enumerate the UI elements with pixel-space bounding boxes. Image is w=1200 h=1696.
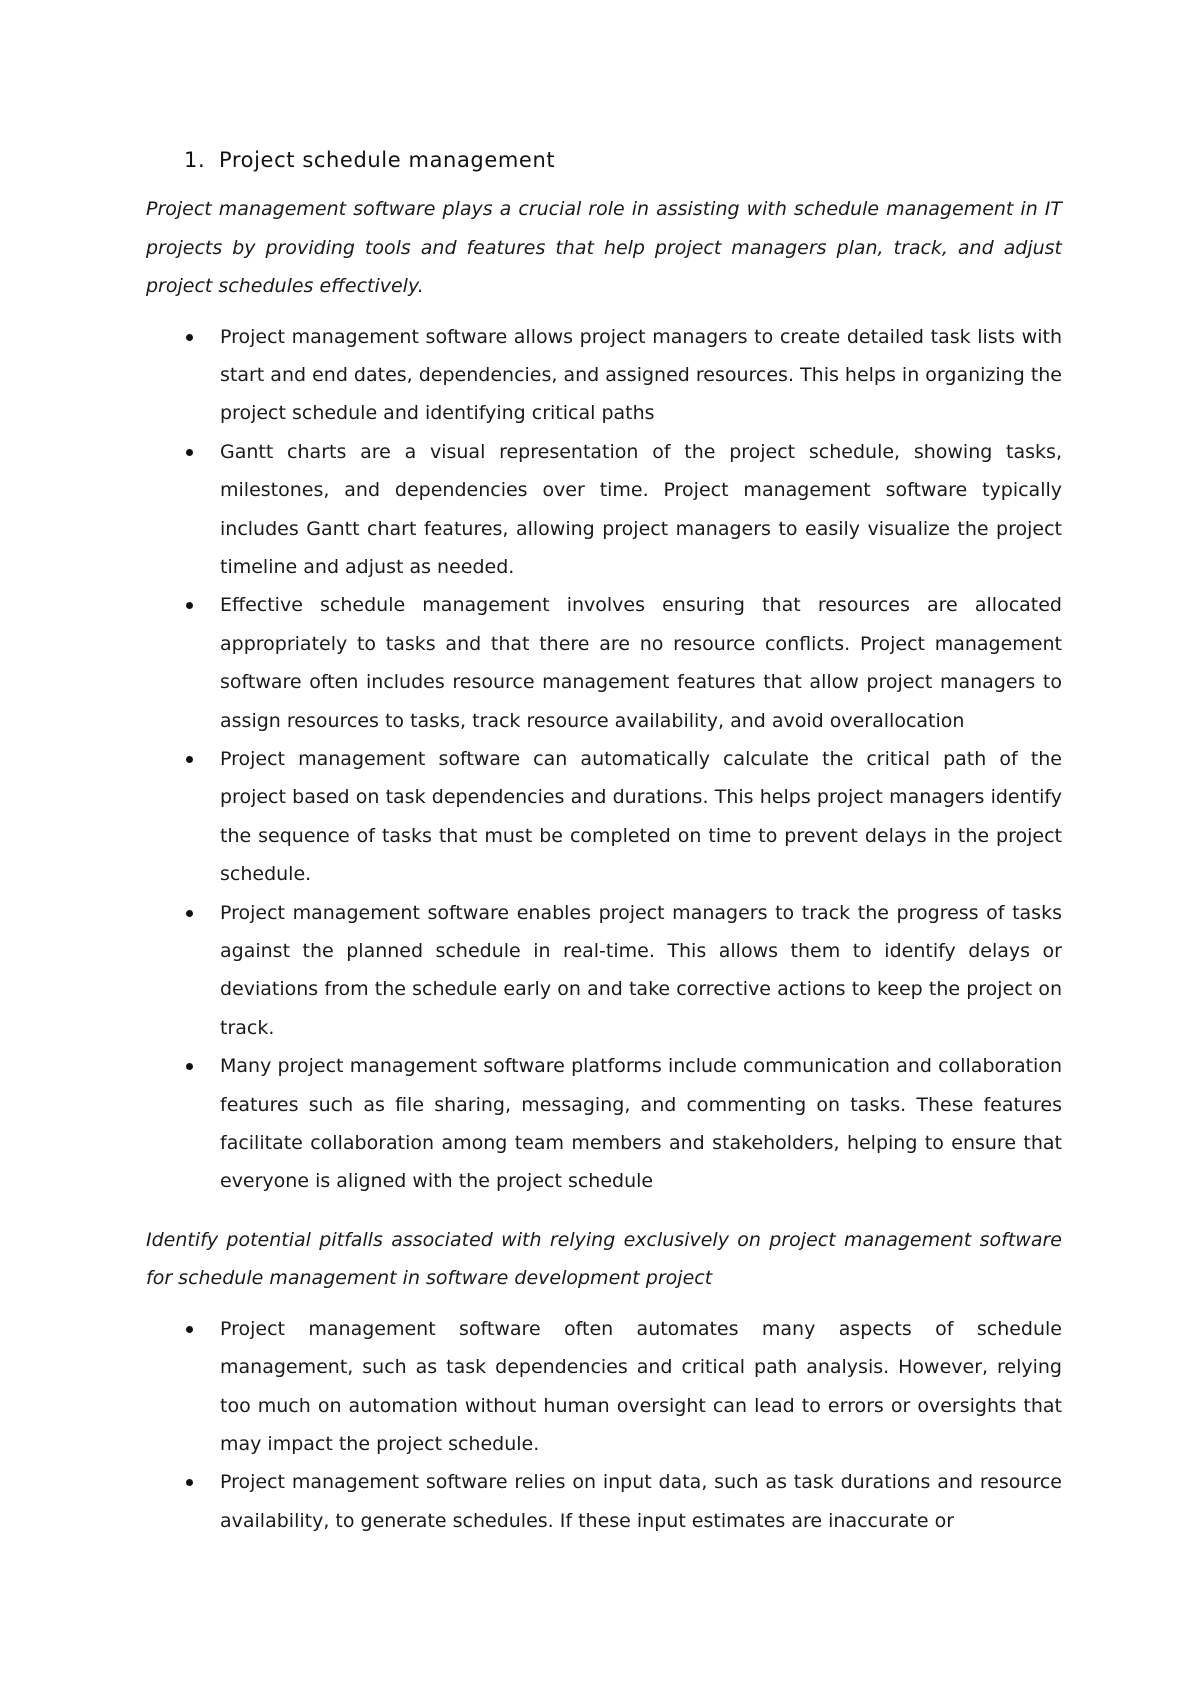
bullet-icon <box>186 334 193 341</box>
bullet-icon <box>186 449 193 456</box>
list-item-text: Project management software can automatically calculate the critical path of the project based on task dependencies and durations. This helps project managers identify the sequence of tasks that must be completed on time to prevent delays in the project schedule. <box>220 747 1062 886</box>
list-item <box>146 433 1062 587</box>
list-item-text: Project management software often automates many aspects of schedule management, such as task dependencies and critical path analysis. However, relying too much on automation without human oversight can lead to errors or oversights that may impact the project schedule. <box>220 1317 1062 1456</box>
list-item-text: Gantt charts are a visual representation of the project schedule, showing tasks, milestones, and dependencies over time. Project management software typically includes Gantt chart features, allowing project managers to easily visualize the project timeline and adjust as needed. <box>220 440 1062 578</box>
bullet-icon <box>186 602 193 609</box>
list-item-text: Project management software enables project managers to track the progress of tasks against the planned schedule in real-time. This allows them to identify delays or deviations from the schedule early on and take corrective actions to keep the project on track. <box>220 901 1062 1039</box>
list-item <box>146 740 1062 894</box>
pitfalls-bullet-list <box>146 1310 1062 1540</box>
list-item-text: Project management software relies on input data, such as task durations and resource availability, to generate schedules. If these input estimates are inaccurate or <box>220 1471 1062 1532</box>
list-item <box>146 318 1062 433</box>
section-heading <box>184 140 1062 180</box>
list-item <box>146 1310 1062 1464</box>
bullet-icon <box>186 1063 193 1070</box>
list-item <box>146 586 1062 740</box>
list-item <box>146 894 1062 1048</box>
list-item-text: Many project management software platforms include communication and collaboration features such as file sharing, messaging, and commenting on tasks. These features facilitate collaboration among team members and stakeholders, helping to ensure that everyone is aligned with the project schedule <box>220 1055 1062 1193</box>
list-item-text: Effective schedule management involves ensuring that resources are allocated appropriately to tasks and that there are no resource conflicts. Project management software often includes resource management features that allow project managers to assign resources to tasks, track resource availability, and avoid overallocation <box>220 594 1062 732</box>
bullet-icon <box>186 910 193 917</box>
section-title: Project schedule management <box>219 148 556 172</box>
document-content <box>146 140 1062 1540</box>
pitfalls-intro-paragraph: Identify potential pitfalls associated with relying exclusively on project management software for schedule management in software development project <box>146 1228 1062 1290</box>
section-number: 1. <box>184 148 206 172</box>
intro-paragraph: Project management software plays a crucial role in assisting with schedule management in IT projects by providing tools and features that help project managers plan, track, and adjust project schedules effectively. <box>146 198 1062 297</box>
bullet-icon <box>186 1479 193 1486</box>
bullet-icon <box>186 1326 193 1333</box>
list-item-text: Project management software allows project managers to create detailed task lists with start and end dates, dependencies, and assigned resources. This helps in organizing the project schedule and identifying critical paths <box>220 325 1062 425</box>
list-item <box>146 1463 1062 1540</box>
bullet-icon <box>186 756 193 763</box>
list-item <box>146 1047 1062 1201</box>
features-bullet-list <box>146 318 1062 1201</box>
